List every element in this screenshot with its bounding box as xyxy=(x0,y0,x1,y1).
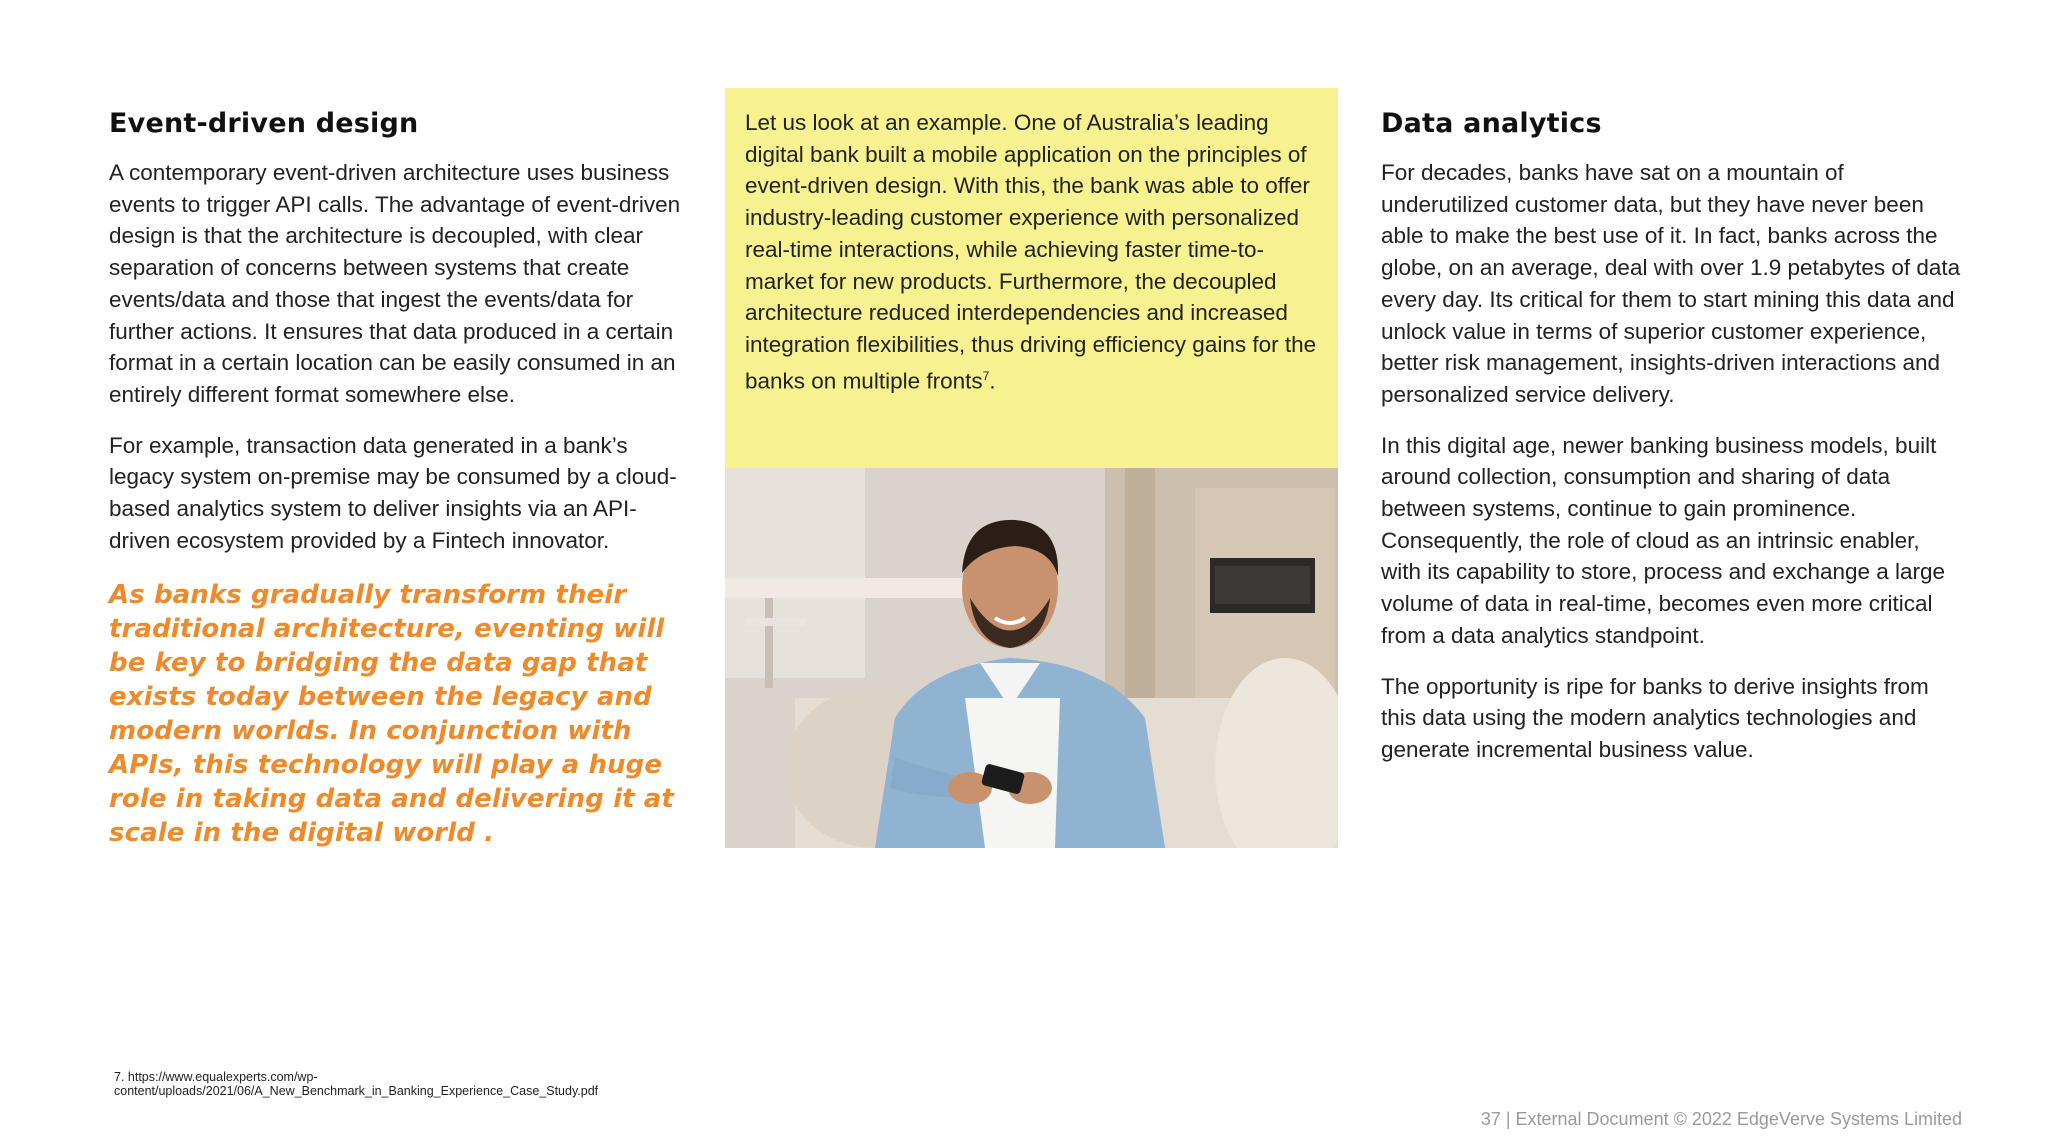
event-driven-paragraph-2: For example, transaction data generated in a bank’s legacy system on-premise may be consumed by a cloud-based analytics system to deliver insights via an API-driven ecosystem provided by a Fintech innovator. xyxy=(109,432,677,553)
data-analytics-paragraph-1: For decades, banks have sat on a mountain of underutilized customer data, but they have never been able to make the best use of it. In fact, banks across the globe, on an average, deal with over 1.9 petabytes of data every day. Its critical for them to start mining this data and unlock value in terms of superior customer experience, better risk management, insights-driven interactions and personalized service delivery. xyxy=(1381,160,1961,407)
example-callout-box xyxy=(725,88,1338,468)
callout-end: . xyxy=(989,368,996,394)
data-analytics-paragraph-2: In this digital age, newer banking business models, built around collection, consumption and sharing of data between systems, continue to gain prominence. Consequently, the role of cloud as an intrinsic enabler, with its capability to store, process and exchange a large volume of data in real-time, becomes even more critical from a data analytics standpoint. xyxy=(1381,432,1946,648)
right-column xyxy=(1381,88,1961,785)
data-analytics-heading: Data analytics xyxy=(1381,108,1602,139)
footnote-reference[interactable]: 7 xyxy=(982,368,990,383)
pull-quote: As banks gradually transform their traditional architecture, eventing will be key to bridging the data gap that exists today between the legacy and modern worlds. In conjunction with APIs, this technology will play a huge role in taking data and delivering it at scale in the digital world . xyxy=(109,580,674,849)
photo-illustration xyxy=(725,468,1338,848)
middle-column xyxy=(725,88,1338,848)
footnote-reference-link[interactable]: 7. https://www.equalexperts.com/wp-content/uploads/2021/06/A_New_Benchmark_in_Banking_Experience_Case_Study.pdf xyxy=(114,1070,599,1098)
page-footer: 37 | External Document © 2022 EdgeVerve Systems Limited xyxy=(1480,1109,1962,1129)
event-driven-heading: Event-driven design xyxy=(109,108,419,139)
event-driven-paragraph-1: A contemporary event-driven architecture uses business events to trigger API calls. The advantage of event-driven design is that the architecture is decoupled, with clear separation of concerns between systems that create events/data and those that ingest the events/data for further actions. It ensures that data produced in a certain format in a certain location can be easily consumed in an entirely different format somewhere else. xyxy=(109,160,681,407)
callout-body: Let us look at an example. One of Australia’s leading digital bank built a mobile application on the principles of event-driven design. With this, the bank was able to offer industry-leading customer experience with personalized real-time interactions, while achieving faster time-to-market for new products. Furthermore, the decoupled architecture reduced interdependencies and increased integration flexibilities, thus driving efficiency gains for the banks on multiple fronts xyxy=(745,110,1317,394)
man-with-phone-photo xyxy=(725,468,1338,848)
left-column xyxy=(109,88,689,850)
data-analytics-paragraph-3: The opportunity is ripe for banks to derive insights from this data using the modern analytics technologies and generate incremental business value. xyxy=(1381,673,1929,762)
example-callout-text xyxy=(745,107,1318,397)
